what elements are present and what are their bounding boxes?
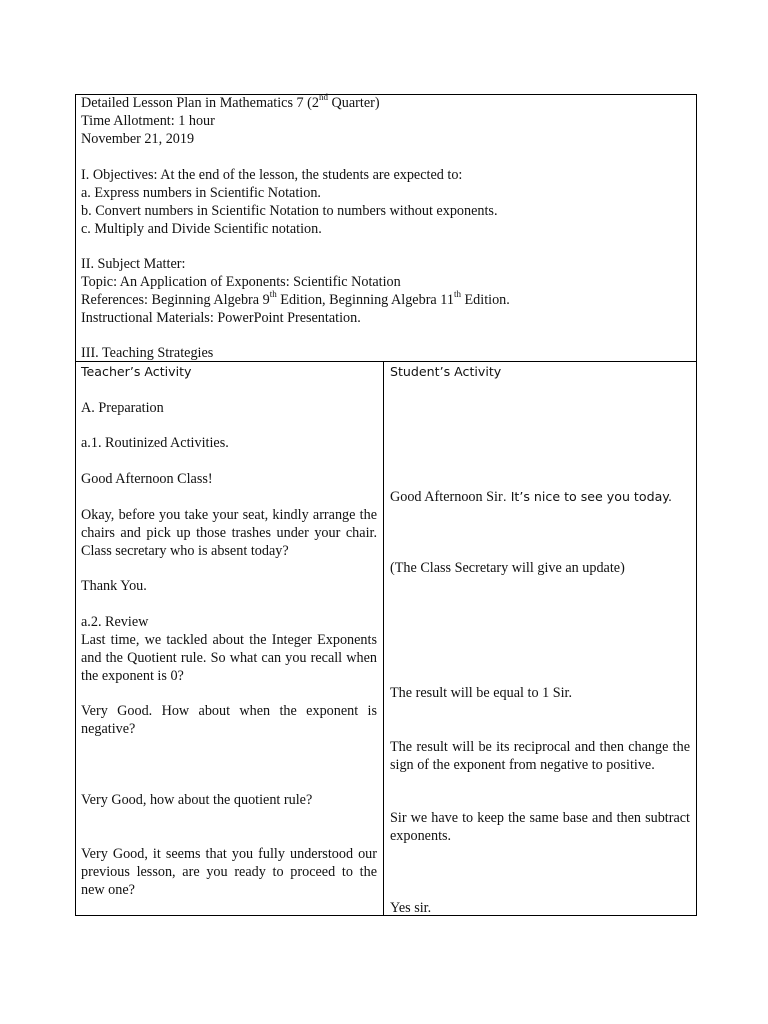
- student-answer-quotient: Sir we have to keep the same base and then subtract exponents.: [390, 810, 690, 844]
- student-answer-zero: The result will be equal to 1 Sir.: [390, 685, 573, 701]
- teacher-arrange-chairs: Okay, before you take your seat, kindly arrange the chairs and pick up those trashes under your chair. Class secretary who is absent today?: [81, 507, 377, 559]
- preparation-heading: A. Preparation: [81, 400, 164, 416]
- student-answer-reciprocal: The result will be its reciprocal and then change the sign of the exponent from negative to positive.: [390, 739, 690, 773]
- objectives-heading: I. Objectives: At the end of the lesson, the students are expected to:: [81, 167, 463, 183]
- materials-line: Instructional Materials: PowerPoint Presentation.: [81, 310, 361, 326]
- lesson-title: Detailed Lesson Plan in Mathematics 7 (2nd Quarter): [81, 92, 380, 111]
- objective-item: b. Convert numbers in Scientific Notation to numbers without exponents.: [81, 203, 498, 219]
- column-divider: [383, 361, 384, 916]
- references-line: References: Beginning Algebra 9th Edition, Beginning Algebra 11th Edition.: [81, 289, 510, 308]
- strategies-heading: III. Teaching Strategies: [81, 345, 214, 361]
- student-answer-yes: Yes sir.: [390, 900, 432, 916]
- student-activity-header: Student’s Activity: [390, 364, 502, 379]
- table-top-rule: [75, 361, 697, 362]
- teacher-greeting: Good Afternoon Class!: [81, 471, 213, 487]
- time-allotment: Time Allotment: 1 hour: [81, 113, 215, 129]
- student-secretary-update: (The Class Secretary will give an update): [390, 560, 625, 576]
- subject-matter-heading: II. Subject Matter:: [81, 256, 186, 272]
- teacher-proceed-question: Very Good, it seems that you fully understood our previous lesson, are you ready to proceed to the new one?: [81, 846, 377, 898]
- teacher-negative-question: Very Good. How about when the exponent is negative?: [81, 703, 377, 737]
- objective-item: a. Express numbers in Scientific Notation.: [81, 185, 321, 201]
- routinized-heading: a.1. Routinized Activities.: [81, 435, 229, 451]
- student-greeting: Good Afternoon Sir. It’s nice to see you today.: [390, 489, 672, 505]
- teacher-recall-question: Last time, we tackled about the Integer Exponents and the Quotient rule. So what can you recall when the exponent is 0?: [81, 632, 377, 684]
- teacher-quotient-question: Very Good, how about the quotient rule?: [81, 792, 313, 808]
- topic-line: Topic: An Application of Exponents: Scientific Notation: [81, 274, 401, 290]
- objective-item: c. Multiply and Divide Scientific notation.: [81, 221, 322, 237]
- review-heading: a.2. Review: [81, 614, 149, 630]
- teacher-activity-header: Teacher’s Activity: [81, 364, 192, 379]
- lesson-date: November 21, 2019: [81, 131, 195, 147]
- teacher-thanks: Thank You.: [81, 578, 147, 594]
